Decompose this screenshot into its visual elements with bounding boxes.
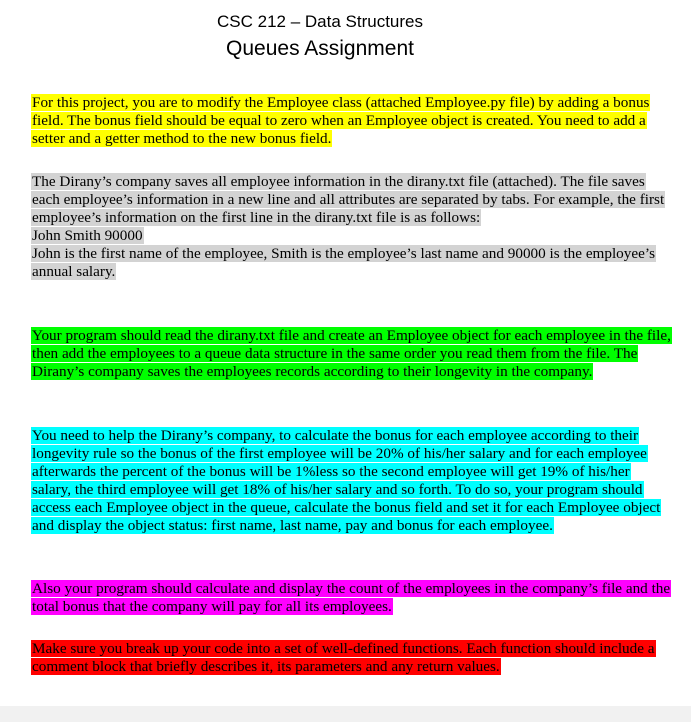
paragraph-file-format: [31, 173, 671, 281]
file-format-description: The Dirany’s company saves all employee information in the dirany.txt file (attached). The file saves each employee’s information in a new line and all attributes are separated by tabs. For example, the first employee’s information on the first line in the dirany.txt file is as follows:: [32, 173, 665, 226]
paragraph-totals: [31, 580, 671, 616]
title-block: [0, 10, 640, 64]
file-format-explanation: John is the first name of the employee, Smith is the employee’s last name and 90000 is the employee’s annual salary.: [32, 245, 655, 280]
viewer-bottom-bar: [0, 706, 691, 722]
paragraph-functions: [31, 640, 671, 676]
paragraph-read-queue-text: Your program should read the dirany.txt file and create an Employee object for each employee in the file, then add the employees to a queue data structure in the same order you read them from the file. The Dirany’s company saves the employees records according to their longevity in the company.: [32, 327, 671, 380]
paragraph-read-queue: [31, 327, 671, 381]
paragraph-intro: [31, 94, 671, 148]
paragraph-functions-text: Make sure you break up your code into a set of well-defined functions. Each function should include a comment block that briefly describes it, its parameters and any return values.: [32, 640, 655, 675]
assignment-title: Queues Assignment: [226, 37, 414, 60]
paragraph-bonus-rule: [31, 427, 671, 535]
paragraph-totals-text: Also your program should calculate and display the count of the employees in the company’s file and the total bonus that the company will pay for all its employees.: [32, 580, 671, 615]
course-title: CSC 212 – Data Structures: [217, 12, 423, 31]
file-format-example-line: John Smith 90000: [32, 227, 143, 244]
paragraph-intro-text: For this project, you are to modify the Employee class (attached Employee.py file) by adding a bonus field. The bonus field should be equal to zero when an Employee object is created. You need to add a setter and a getter method to the new bonus field.: [32, 94, 650, 147]
paragraph-bonus-rule-text: You need to help the Dirany’s company, to calculate the bonus for each employee according to their longevity rule so the bonus of the first employee will be 20% of his/her salary and for each employee afterwards the percent of the bonus will be 1%less so the second employee will get 19% of his/her salary, the third employee will get 18% of his/her salary and so forth. To do so, your program should access each Employee object in the queue, calculate the bonus field and set it for each Employee object and display the object status: first name, last name, pay and bonus for each employee.: [32, 427, 661, 534]
